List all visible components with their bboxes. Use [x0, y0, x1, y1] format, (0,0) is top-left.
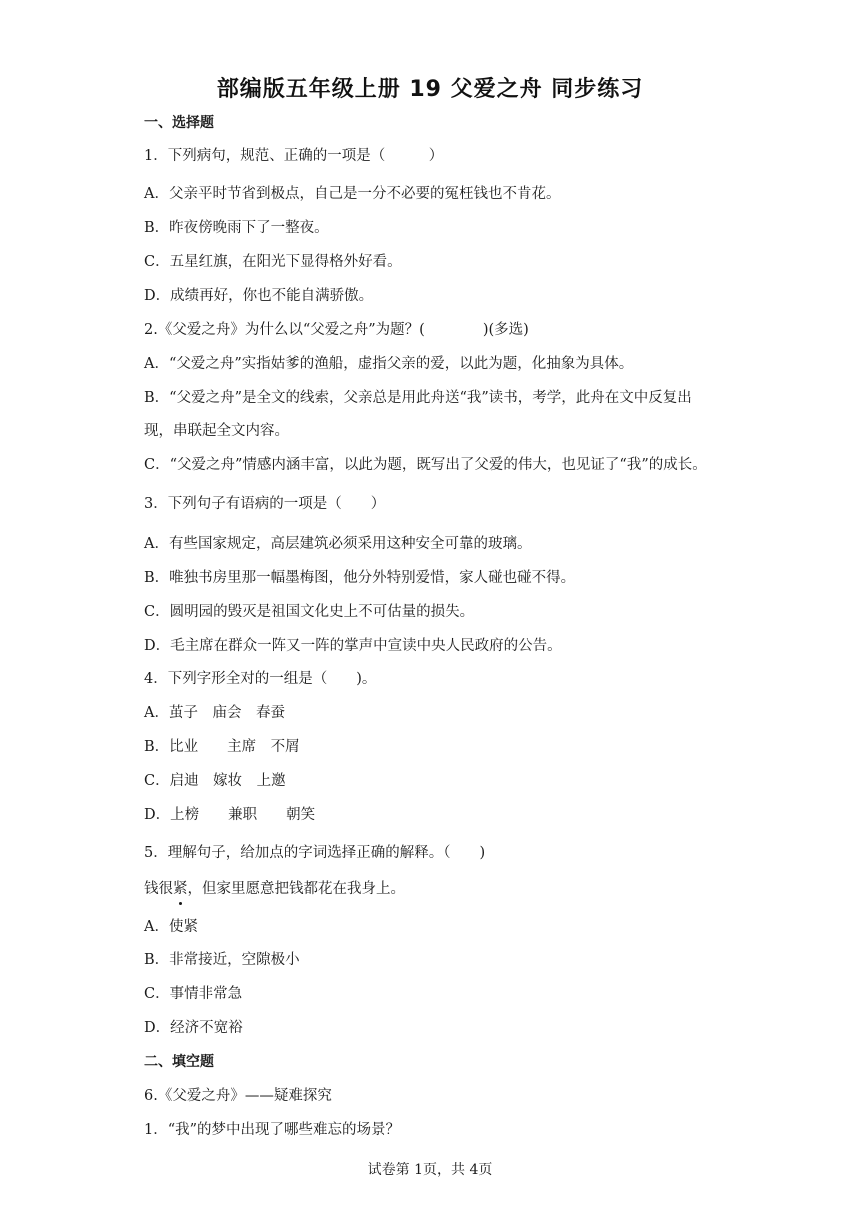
page-title: 部编版五年级上册 19 父爱之舟 同步练习: [216, 77, 644, 102]
question-1-stem: 1．下列病句，规范、正确的一项是（ ）: [144, 148, 444, 164]
question-5-option-d: D．经济不宽裕: [144, 1020, 243, 1036]
question-3-option-d: D．毛主席在群众一阵又一阵的掌声中宣读中央人民政府的公告。: [144, 638, 562, 654]
question-2-option-b-line2: 现，串联起全文内容。: [144, 423, 289, 439]
question-3-option-a: A．有些国家规定，高层建筑必须采用这种安全可靠的玻璃。: [144, 536, 532, 552]
question-2-option-c: C．“父爱之舟”情感内涵丰富，以此为题，既写出了父爱的伟大，也见证了“我”的成长。: [144, 457, 707, 473]
section-heading-choice: 一、选择题: [144, 115, 214, 131]
question-2-option-a: A．“父爱之舟”实指姑爹的渔船，虚指父亲的爱，以此为题，化抽象为具体。: [144, 356, 634, 372]
sentence-pre: 钱很: [144, 881, 173, 897]
question-1-option-d: D．成绩再好，你也不能自满骄傲。: [144, 288, 374, 304]
section-heading-fill: 二、填空题: [144, 1054, 214, 1070]
question-4-option-b: B．比业 主席 不屑: [144, 739, 300, 755]
question-1-option-c: C．五星红旗，在阳光下显得格外好看。: [144, 254, 402, 270]
question-4-option-c: C．启迪 嫁妆 上邀: [144, 773, 286, 789]
question-6-stem: 6.《父爱之舟》——疑难探究: [144, 1088, 332, 1104]
question-3-stem: 3．下列句子有语病的一项是（ ）: [144, 496, 386, 512]
question-5-stem: 5．理解句子，给加点的字词选择正确的解释。（ ): [144, 845, 486, 861]
question-4-option-d: D．上榜 兼职 朝笑: [144, 807, 316, 823]
question-2-stem: 2.《父爱之舟》为什么以“父爱之舟”为题？( )(多选): [144, 322, 529, 338]
question-5-sentence: [144, 879, 405, 899]
question-5-option-a: A．使紧: [144, 919, 198, 935]
question-4-stem: 4．下列字形全对的一组是（ )。: [144, 671, 377, 687]
emphasis-dot-icon: [179, 902, 182, 905]
question-1-option-b: B．昨夜傍晚雨下了一整夜。: [144, 220, 329, 236]
page-footer: 试卷第 1页，共 4页: [367, 1162, 493, 1178]
question-6-sub-1: 1．“我”的梦中出现了哪些难忘的场景？: [144, 1122, 401, 1138]
question-3-option-c: C．圆明园的毁灭是祖国文化史上不可估量的损失。: [144, 604, 475, 620]
dotted-word: 紧: [173, 879, 188, 899]
sentence-post: ，但家里愿意把钱都花在我身上。: [187, 881, 405, 897]
question-3-option-b: B．唯独书房里那一幅墨梅图，他分外特别爱惜，家人碰也碰不得。: [144, 570, 576, 586]
question-2-option-b-line1: B．“父爱之舟”是全文的线索，父亲总是用此舟送“我”读书，考学，此舟在文中反复出: [144, 390, 692, 406]
question-1-option-a: A．父亲平时节省到极点，自己是一分不必要的冤枉钱也不肯花。: [144, 186, 561, 202]
question-5-option-c: C．事情非常急: [144, 986, 243, 1002]
question-5-option-b: B．非常接近，空隙极小: [144, 952, 300, 968]
question-4-option-a: A．茧子 庙会 春蚕: [144, 705, 285, 721]
